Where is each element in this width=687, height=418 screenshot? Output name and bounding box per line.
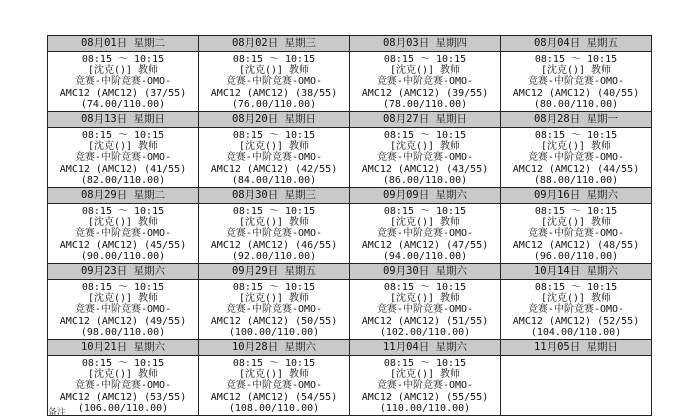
cell-session-details (501, 204, 651, 263)
schedule-cell (199, 264, 350, 340)
session-line: AMC12 (AMC12) (54/55) (210, 391, 338, 403)
session-line: AMC12 (AMC12) (53/55) (59, 391, 187, 403)
cell-date-header: 08月28日 星期一 (501, 112, 651, 128)
cell-date-header: 08月27日 星期日 (350, 112, 500, 128)
session-line: [沈克()] 教师 (389, 217, 461, 229)
session-line: [沈克()] 教师 (389, 141, 461, 153)
cell-date-header: 08月03日 星期四 (350, 36, 500, 52)
cell-session-details (199, 128, 349, 187)
schedule-cell (199, 188, 350, 264)
session-line: (82.00/110.00) (80, 174, 166, 186)
session-line: [沈克()] 教师 (389, 293, 461, 305)
session-line: [沈克()] 教师 (238, 141, 310, 153)
session-line: AMC12 (AMC12) (49/55) (59, 315, 187, 327)
cell-date-header: 08月04日 星期五 (501, 36, 651, 52)
cell-session-details (501, 280, 651, 339)
session-line: (104.00/110.00) (530, 326, 622, 338)
schedule-cell (350, 36, 501, 112)
session-line: AMC12 (AMC12) (55/55) (361, 391, 489, 403)
cell-session-details (48, 204, 198, 263)
session-line: AMC12 (AMC12) (39/55) (361, 87, 489, 99)
session-line: [沈克()] 教师 (389, 369, 461, 381)
schedule-cell (501, 340, 652, 416)
session-line: 08:15 ～ 10:15 (232, 206, 316, 217)
cell-date-header: 08月13日 星期日 (48, 112, 198, 128)
schedule-cell (199, 112, 350, 188)
session-line: [沈克()] 教师 (87, 369, 159, 381)
cell-date-header: 08月01日 星期二 (48, 36, 198, 52)
cell-session-details (501, 356, 651, 415)
session-line: (100.00/110.00) (228, 326, 320, 338)
session-line: (110.00/110.00) (379, 402, 471, 414)
session-line: 08:15 ～ 10:15 (232, 358, 316, 369)
session-line: 竞赛-中阶竞赛-OMO- (376, 304, 474, 316)
session-line: [沈克()] 教师 (389, 65, 461, 77)
session-line: 08:15 ～ 10:15 (81, 54, 165, 65)
session-line: 竞赛-中阶竞赛-OMO- (376, 380, 474, 392)
schedule-row (48, 188, 652, 264)
session-line: 08:15 ～ 10:15 (232, 130, 316, 141)
session-line: 竞赛-中阶竞赛-OMO- (225, 304, 323, 316)
session-line: 竞赛-中阶竞赛-OMO- (74, 380, 172, 392)
session-line: [沈克()] 教师 (238, 369, 310, 381)
session-line: 竞赛-中阶竞赛-OMO- (527, 304, 625, 316)
schedule-cell (199, 36, 350, 112)
cell-date-header: 08月20日 星期日 (199, 112, 349, 128)
session-line: AMC12 (AMC12) (43/55) (361, 163, 489, 175)
schedule-cell (350, 264, 501, 340)
session-line: [沈克()] 教师 (238, 293, 310, 305)
cell-session-details (350, 280, 500, 339)
cell-session-details (199, 204, 349, 263)
session-line: 08:15 ～ 10:15 (534, 282, 618, 293)
schedule-cell (350, 112, 501, 188)
cell-date-header: 10月14日 星期六 (501, 264, 651, 280)
cell-date-header: 08月30日 星期三 (199, 188, 349, 204)
session-line: (80.00/110.00) (533, 98, 619, 110)
session-line: 08:15 ～ 10:15 (383, 130, 467, 141)
session-line: 竞赛-中阶竞赛-OMO- (527, 228, 625, 240)
cell-session-details (48, 128, 198, 187)
cell-date-header: 08月02日 星期三 (199, 36, 349, 52)
session-line: AMC12 (AMC12) (40/55) (512, 87, 640, 99)
cell-date-header: 10月28日 星期六 (199, 340, 349, 356)
session-line: (106.00/110.00) (77, 402, 169, 414)
session-line: 08:15 ～ 10:15 (232, 282, 316, 293)
session-line: 竞赛-中阶竞赛-OMO- (527, 76, 625, 88)
session-line: (74.00/110.00) (80, 98, 166, 110)
schedule-table (47, 35, 652, 416)
schedule-body (48, 36, 652, 416)
cell-session-details (199, 52, 349, 111)
session-line: AMC12 (AMC12) (51/55) (361, 315, 489, 327)
schedule-cell (501, 188, 652, 264)
session-line: AMC12 (AMC12) (44/55) (512, 163, 640, 175)
cell-date-header: 09月09日 星期六 (350, 188, 500, 204)
session-line: 08:15 ～ 10:15 (383, 206, 467, 217)
schedule-cell (501, 112, 652, 188)
cell-session-details (501, 52, 651, 111)
cell-session-details (350, 356, 500, 415)
session-line: (92.00/110.00) (231, 250, 317, 262)
session-line: AMC12 (AMC12) (37/55) (59, 87, 187, 99)
session-line: (108.00/110.00) (228, 402, 320, 414)
session-line: (96.00/110.00) (533, 250, 619, 262)
session-line: (86.00/110.00) (382, 174, 468, 186)
session-line: 竞赛-中阶竞赛-OMO- (74, 152, 172, 164)
schedule-cell (48, 36, 199, 112)
schedule-cell (501, 36, 652, 112)
session-line: 竞赛-中阶竞赛-OMO- (376, 76, 474, 88)
schedule-cell (350, 340, 501, 416)
session-line: [沈克()] 教师 (540, 293, 612, 305)
footer-mark: 备注 (48, 408, 67, 418)
session-line: 竞赛-中阶竞赛-OMO- (225, 152, 323, 164)
session-line: AMC12 (AMC12) (46/55) (210, 239, 338, 251)
session-line: AMC12 (AMC12) (50/55) (210, 315, 338, 327)
session-line: 竞赛-中阶竞赛-OMO- (376, 228, 474, 240)
session-line: AMC12 (AMC12) (47/55) (361, 239, 489, 251)
session-line: AMC12 (AMC12) (42/55) (210, 163, 338, 175)
session-line: (98.00/110.00) (80, 326, 166, 338)
schedule-cell (199, 340, 350, 416)
session-line: 08:15 ～ 10:15 (383, 54, 467, 65)
session-line: (78.00/110.00) (382, 98, 468, 110)
session-line: (84.00/110.00) (231, 174, 317, 186)
cell-session-details (350, 128, 500, 187)
session-line: [沈克()] 教师 (87, 141, 159, 153)
session-line: 08:15 ～ 10:15 (383, 282, 467, 293)
session-line: 08:15 ～ 10:15 (81, 358, 165, 369)
session-line: 08:15 ～ 10:15 (81, 282, 165, 293)
session-line: [沈克()] 教师 (87, 65, 159, 77)
session-line: 竞赛-中阶竞赛-OMO- (225, 228, 323, 240)
session-line: AMC12 (AMC12) (45/55) (59, 239, 187, 251)
schedule-cell (48, 112, 199, 188)
cell-date-header: 08月29日 星期二 (48, 188, 198, 204)
cell-date-header: 11月05日 星期日 (501, 340, 651, 356)
session-line: AMC12 (AMC12) (52/55) (512, 315, 640, 327)
schedule-row (48, 36, 652, 112)
cell-date-header: 09月30日 星期六 (350, 264, 500, 280)
cell-session-details (48, 280, 198, 339)
session-line: [沈克()] 教师 (540, 141, 612, 153)
cell-session-details (48, 52, 198, 111)
schedule-cell (350, 188, 501, 264)
session-line: [沈克()] 教师 (238, 217, 310, 229)
cell-session-details (501, 128, 651, 187)
cell-session-details (350, 204, 500, 263)
session-line: AMC12 (AMC12) (41/55) (59, 163, 187, 175)
session-line: [沈克()] 教师 (87, 293, 159, 305)
session-line: [沈克()] 教师 (87, 217, 159, 229)
cell-date-header: 09月16日 星期六 (501, 188, 651, 204)
schedule-cell (48, 264, 199, 340)
cell-session-details (199, 280, 349, 339)
session-line: (88.00/110.00) (533, 174, 619, 186)
cell-date-header: 09月23日 星期六 (48, 264, 198, 280)
session-line: (102.00/110.00) (379, 326, 471, 338)
session-line: 08:15 ～ 10:15 (383, 358, 467, 369)
session-line: 竞赛-中阶竞赛-OMO- (225, 380, 323, 392)
session-line: (76.00/110.00) (231, 98, 317, 110)
session-line: (94.00/110.00) (382, 250, 468, 262)
session-line: 竞赛-中阶竞赛-OMO- (74, 228, 172, 240)
schedule-cell (48, 340, 199, 416)
schedule-row (48, 264, 652, 340)
session-line: AMC12 (AMC12) (48/55) (512, 239, 640, 251)
session-line: 竞赛-中阶竞赛-OMO- (527, 152, 625, 164)
session-line: (90.00/110.00) (80, 250, 166, 262)
session-line: 08:15 ～ 10:15 (81, 130, 165, 141)
cell-session-details (199, 356, 349, 415)
session-line: 竞赛-中阶竞赛-OMO- (74, 76, 172, 88)
cell-session-details (48, 356, 198, 415)
cell-session-details (350, 52, 500, 111)
session-line: 08:15 ～ 10:15 (232, 54, 316, 65)
session-line: 08:15 ～ 10:15 (81, 206, 165, 217)
session-line: [沈克()] 教师 (540, 65, 612, 77)
schedule-row (48, 112, 652, 188)
cell-date-header: 10月21日 星期六 (48, 340, 198, 356)
session-line: 08:15 ～ 10:15 (534, 206, 618, 217)
session-line: AMC12 (AMC12) (38/55) (210, 87, 338, 99)
session-line: [沈克()] 教师 (238, 65, 310, 77)
session-line: 08:15 ～ 10:15 (534, 130, 618, 141)
cell-date-header: 09月29日 星期五 (199, 264, 349, 280)
schedule-cell (48, 188, 199, 264)
session-line: 竞赛-中阶竞赛-OMO- (225, 76, 323, 88)
session-line: [沈克()] 教师 (540, 217, 612, 229)
schedule-row (48, 340, 652, 416)
session-line: 08:15 ～ 10:15 (534, 54, 618, 65)
session-line: 竞赛-中阶竞赛-OMO- (376, 152, 474, 164)
cell-date-header: 11月04日 星期六 (350, 340, 500, 356)
schedule-cell (501, 264, 652, 340)
session-line: 竞赛-中阶竞赛-OMO- (74, 304, 172, 316)
